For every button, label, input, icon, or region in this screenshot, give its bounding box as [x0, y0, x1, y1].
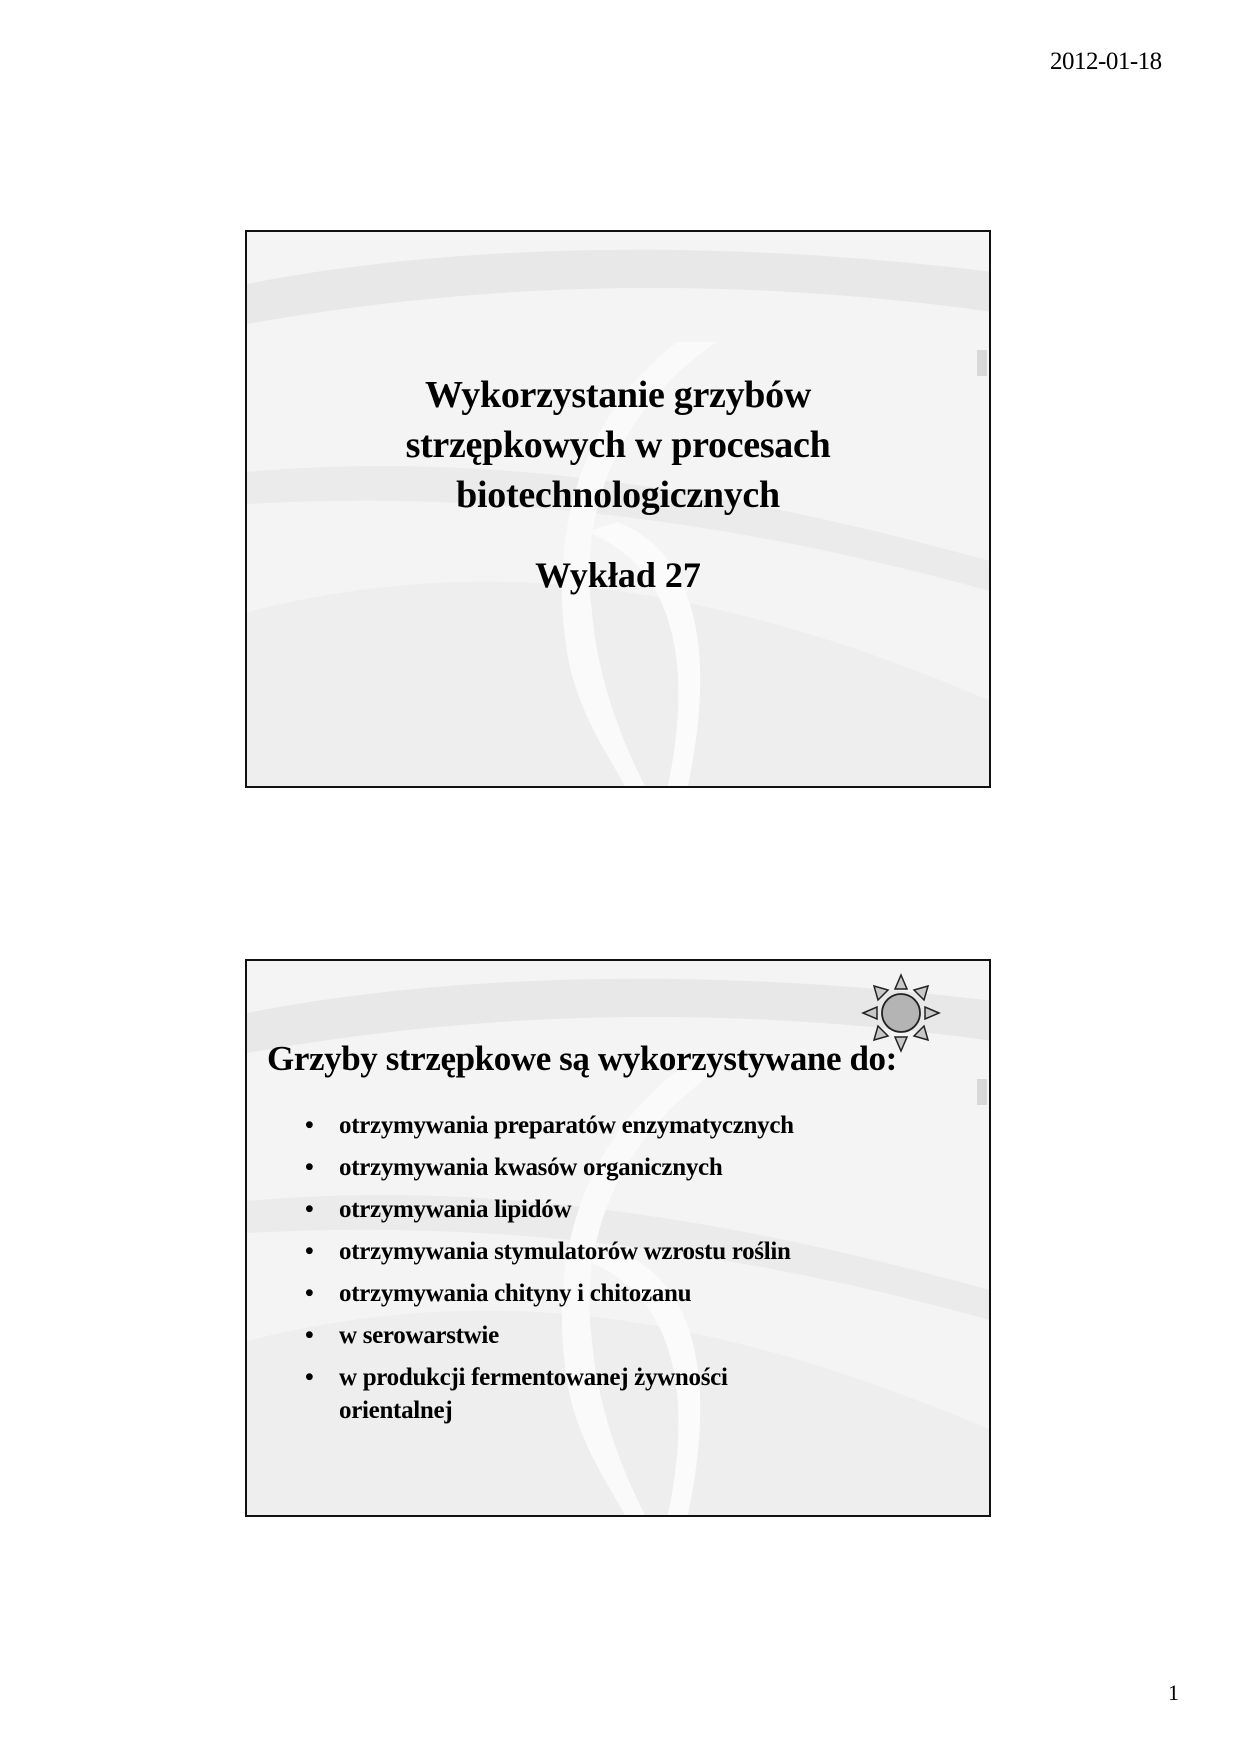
page-date: 2012-01-18 [1050, 48, 1162, 75]
title-line-2: strzępkowych w procesach [405, 424, 831, 466]
bullet-icon: • [305, 1196, 314, 1223]
list-item: • otrzymywania preparatów enzymatycznych [305, 1109, 945, 1142]
bullet-icon: • [305, 1112, 314, 1139]
bullet-icon: • [305, 1280, 314, 1307]
list-item: • otrzymywania kwasów organicznych [305, 1151, 945, 1184]
list-item: • otrzymywania stymulatorów wzrostu roślin [305, 1235, 945, 1268]
bullet-icon: • [305, 1322, 314, 1349]
lecture-number: Wykład 27 [535, 555, 701, 595]
uses-list [305, 1109, 945, 1436]
bullet-icon: • [305, 1364, 314, 1391]
slide-title-text [247, 370, 989, 520]
list-item: • w serowarstwie [305, 1319, 945, 1352]
list-item: • otrzymywania lipidów [305, 1193, 945, 1226]
bullet-icon: • [305, 1154, 314, 1181]
title-line-1: Wykorzystanie grzybów [425, 374, 811, 416]
slide-uses [245, 959, 991, 1517]
slide-title [245, 230, 991, 788]
title-line-3: biotechnologicznych [456, 474, 780, 516]
list-item: • w produkcji fermentowanej żywności orientalnej [305, 1361, 809, 1427]
list-item: • otrzymywania chityny i chitozanu [305, 1277, 945, 1310]
slide-heading: Grzyby strzępkowe są wykorzystywane do: [267, 1039, 897, 1078]
bullet-icon: • [305, 1238, 314, 1265]
page-number: 1 [1168, 1680, 1179, 1705]
